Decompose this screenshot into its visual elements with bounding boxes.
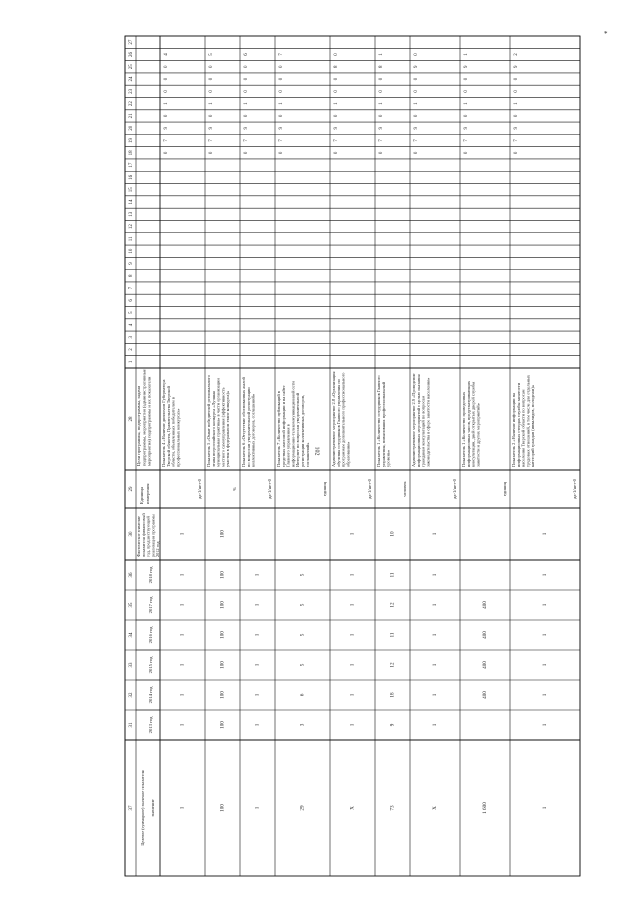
row-description: Административное мероприятие 2.8 «Организация <box>331 371 337 467</box>
code-cell: 0 <box>279 151 285 155</box>
year-value-cell: 1 <box>432 663 439 667</box>
code-cell: 2 <box>514 53 520 56</box>
row-description: занятости и других мероприятий» <box>475 403 481 467</box>
column-number: 24 <box>129 76 135 82</box>
row-description: консультации, дней открытых дверей службы <box>470 381 476 467</box>
row-description: информационных часов, предусматривающих <box>465 380 471 467</box>
year-value-cell: 1 <box>179 633 186 637</box>
code-cell: 0 <box>514 114 520 118</box>
column-number: 10 <box>129 248 135 254</box>
year-value-cell: 100 <box>219 691 226 699</box>
row-description: категорий граждан (инвалидов, молодежи)» <box>530 384 536 467</box>
year-value-cell: 100 <box>219 721 226 729</box>
goals-header: подпрограммы, мероприятия (административные <box>141 369 147 466</box>
column-number: 1 <box>129 360 135 364</box>
year-value-cell: 9 <box>389 723 396 727</box>
code-cell: 6 <box>244 53 250 56</box>
row-description: Административное мероприятие 2.9 «Проведение <box>411 373 417 467</box>
year-value-cell: 1 <box>179 573 186 577</box>
code-cell: 8 <box>379 65 385 68</box>
row-description: Показатель 1 «Количество сотрудников Главного <box>376 375 382 467</box>
row-description: обучения сотрудников Главного управления по <box>335 379 341 467</box>
year-value-cell: 1 <box>254 603 261 607</box>
row-description: Показатель 5 «Охват победителей регионального <box>206 375 212 467</box>
row-description: населения Тверской области по вопросам <box>520 389 526 467</box>
code-cell: 0 <box>209 151 215 155</box>
year-header: 2018 год <box>148 566 154 584</box>
column-number: 16 <box>129 174 135 180</box>
year-value-cell: 100 <box>219 601 226 609</box>
column-number: 5 <box>129 311 135 314</box>
code-cell: 0 <box>334 114 340 118</box>
unit-cell: человек <box>402 481 408 497</box>
code-cell: 9 <box>209 126 215 130</box>
year-value-cell: 1 <box>349 603 356 607</box>
base-year-header: реализации программы <box>150 514 156 557</box>
target-value-cell: Х <box>432 806 439 810</box>
column-number: 7 <box>129 286 135 290</box>
column-number: 2 <box>129 348 135 351</box>
code-cell: 1 <box>379 53 385 56</box>
code-cell: 9 <box>379 126 385 130</box>
code-cell: 0 <box>164 65 170 68</box>
code-cell: 7 <box>279 53 285 56</box>
target-value-cell: 1 <box>542 806 549 810</box>
column-number: 21 <box>129 113 135 119</box>
row-description: муниципальная практика» в части организации <box>215 378 221 467</box>
base-value-cell: 1 <box>349 532 356 536</box>
code-cell: 9 <box>334 126 340 130</box>
year-value-cell: 1 <box>542 603 549 607</box>
code-cell: 7 <box>164 139 170 142</box>
row-description: местного самоуправления (эффективность <box>220 387 226 467</box>
column-number: 34 <box>129 632 135 638</box>
base-value-cell: 1 <box>432 532 439 536</box>
code-cell: 7 <box>279 139 285 142</box>
column-number: 37 <box>129 805 135 811</box>
code-cell: 1 <box>464 53 470 56</box>
code-cell: 7 <box>379 139 385 142</box>
code-cell: 7 <box>334 139 340 142</box>
column-number: 8 <box>129 274 135 278</box>
code-cell: 7 <box>514 139 520 142</box>
code-cell: 9 <box>514 126 520 130</box>
row-description: области, объявленных победителям в <box>170 397 176 467</box>
code-cell: 0 <box>209 114 215 118</box>
year-value-cell: 5 <box>299 663 306 667</box>
code-cell: 1 <box>334 102 340 105</box>
column-number: 33 <box>129 662 135 668</box>
row-description: трудовых отношений, в том числе для отдельных <box>525 374 531 467</box>
year-value-cell: 3 <box>299 723 306 727</box>
unit-cell: % <box>232 487 238 491</box>
row-description: Показатель 2 «Наличие информации на <box>511 393 517 467</box>
year-value-cell: 1 <box>254 573 261 577</box>
row-description: по вопросам уведомительной регистрации <box>245 387 251 467</box>
row-description: регистрации коллективных договоров, <box>300 394 306 467</box>
base-year-header: год, предшествующий <box>145 516 151 557</box>
code-cell: 9 <box>464 65 470 68</box>
code-cell: 0 <box>244 77 250 81</box>
code-cell: 0 <box>244 90 250 93</box>
unit-cell: да-1/нет-0 <box>367 479 373 499</box>
year-value-cell: 5 <box>299 633 306 637</box>
year-value-cell: 12 <box>389 662 396 668</box>
unit-cell: единиц <box>502 481 508 497</box>
column-number: 25 <box>129 64 135 70</box>
unit-header: измерения <box>145 483 151 504</box>
code-cell: 0 <box>244 114 250 118</box>
code-cell: 9 <box>164 126 170 130</box>
year-value-cell: 11 <box>389 632 396 638</box>
code-cell: 0 <box>414 77 420 81</box>
code-cell: 0 <box>464 114 470 118</box>
code-cell: 0 <box>279 65 285 68</box>
code-cell: 0 <box>279 90 285 93</box>
row-description: информационно-телекоммуникационной сети <box>290 381 296 467</box>
code-cell: 0 <box>414 114 420 118</box>
code-cell: 0 <box>164 90 170 93</box>
code-cell: 1 <box>244 102 250 105</box>
year-value-cell: 1 <box>254 723 261 727</box>
row-description: Тверской области, Правительства Тверской <box>165 386 171 467</box>
year-value-cell: 1 <box>349 693 356 697</box>
target-header: Целевое (суммарное) значение показателя <box>139 770 145 846</box>
year-value-cell: 5 <box>299 573 306 577</box>
goals-header: Цели программы, подпрограммы, задачи <box>136 386 142 466</box>
unit-cell: да-1/нет-0 <box>267 479 273 499</box>
row-description: Показатель 4 «Наличие дипломов Губернатора <box>161 379 167 467</box>
code-cell: 5 <box>209 53 215 56</box>
row-description: информационных стендах службы занятости <box>515 382 521 467</box>
code-cell: 1 <box>414 102 420 105</box>
base-year-header: Фактическое значение <box>135 516 141 557</box>
column-number: 35 <box>129 602 135 608</box>
row-description: образования» <box>345 441 351 467</box>
base-value-cell: 10 <box>389 531 396 537</box>
year-value-cell: 400 <box>482 691 489 699</box>
column-number: 18 <box>129 150 135 156</box>
code-cell: 9 <box>514 65 520 68</box>
year-value-cell: 6 <box>299 693 306 697</box>
column-number: 20 <box>129 125 135 131</box>
year-value-cell: 1 <box>542 693 549 697</box>
column-number: 9 <box>129 262 135 265</box>
row-description: коллективных договоров, соглашений» <box>250 393 256 467</box>
column-number: 15 <box>129 187 135 193</box>
year-value-cell: 1 <box>254 663 261 667</box>
year-value-cell: 5 <box>299 603 306 607</box>
year-value-cell: 1 <box>349 633 356 637</box>
base-value-cell: 1 <box>179 532 186 536</box>
code-cell: 0 <box>464 90 470 93</box>
year-header: 2014 год <box>148 686 154 704</box>
code-cell: 0 <box>379 77 385 81</box>
year-value-cell: 100 <box>219 661 226 669</box>
code-cell: 4 <box>164 53 170 56</box>
year-value-cell: 1 <box>349 663 356 667</box>
column-number: 11 <box>129 236 135 242</box>
column-number: 4 <box>129 323 135 327</box>
year-value-cell: 1 <box>254 693 261 697</box>
row-description: этапа всероссийского конкурса «Лучшая <box>210 390 216 467</box>
code-cell: 0 <box>379 151 385 155</box>
code-cell: 1 <box>279 102 285 105</box>
code-cell: 7 <box>244 139 250 142</box>
row-description: Показатель 6 «Отсутствие обоснованных жалоб <box>241 377 247 467</box>
unit-cell: да-1/нет-0 <box>452 479 458 499</box>
target-value-cell: 1 <box>254 806 261 810</box>
year-value-cell: 1 <box>179 603 186 607</box>
year-value-cell: 1 <box>349 573 356 577</box>
year-value-cell: 1 <box>542 573 549 577</box>
unit-cell: единиц <box>322 481 328 497</box>
row-description: программам дополнительного профессионального <box>340 372 346 467</box>
year-value-cell: 11 <box>389 572 396 578</box>
column-number: 30 <box>129 531 135 537</box>
code-cell: 0 <box>164 77 170 81</box>
code-cell: 9 <box>279 126 285 130</box>
year-value-cell: 1 <box>349 723 356 727</box>
code-cell: 9 <box>464 126 470 130</box>
code-cell: 0 <box>379 114 385 118</box>
column-number: 29 <box>129 486 135 492</box>
year-value-cell: 1 <box>432 723 439 727</box>
row-description: информационных мероприятий с целью оказания <box>415 374 421 467</box>
year-value-cell: 1 <box>432 603 439 607</box>
target-value-cell: 1 <box>179 806 186 810</box>
corner-mark: * <box>604 30 608 38</box>
base-year-header: 2012 год <box>155 541 161 557</box>
code-cell: 9 <box>414 65 420 68</box>
code-cell: 0 <box>464 77 470 81</box>
row-description: средствах массовой информации и на сайте <box>280 385 286 467</box>
year-value-cell: 18 <box>389 692 396 698</box>
base-year-header: показателя финансовый <box>140 513 146 557</box>
code-cell: 0 <box>414 53 420 56</box>
year-value-cell: 400 <box>482 631 489 639</box>
code-cell: 1 <box>164 102 170 105</box>
base-value-cell: 100 <box>219 530 226 538</box>
year-value-cell: 12 <box>389 602 396 608</box>
code-cell: 0 <box>279 77 285 81</box>
column-number: 14 <box>129 199 135 205</box>
column-number: 36 <box>129 572 135 578</box>
code-cell: 0 <box>164 114 170 118</box>
year-value-cell: 100 <box>219 631 226 639</box>
unit-header: Единица <box>139 486 145 504</box>
row-description: Интернет по вопросам уведомительной <box>295 392 301 467</box>
code-cell: 7 <box>464 139 470 142</box>
row-description: Показатель 1 «Количество проведенных <box>461 391 467 467</box>
year-value-cell: 1 <box>179 723 186 727</box>
column-number: 32 <box>129 692 135 698</box>
code-cell: 1 <box>514 102 520 105</box>
target-value-cell: 100 <box>219 804 226 812</box>
year-value-cell: 100 <box>219 571 226 579</box>
column-number: 31 <box>129 722 135 728</box>
code-cell: 1 <box>464 102 470 105</box>
code-cell: 0 <box>334 53 340 56</box>
target-value-cell: 29 <box>299 805 306 811</box>
year-header: 2017 год <box>148 596 154 614</box>
row-description: участия в федеральном этапе конкурса)» <box>225 390 231 467</box>
row-description: профессиональных конкурсах» <box>175 408 181 467</box>
target-value-cell: 1 600 <box>482 802 489 814</box>
code-cell: 0 <box>334 151 340 155</box>
code-cell: 0 <box>334 90 340 93</box>
unit-cell: да-1/нет-0 <box>197 479 203 499</box>
row-description: законодательства в сфере занятости населения» <box>425 377 431 467</box>
code-cell: 0 <box>464 151 470 155</box>
target-value-cell: Х <box>349 806 356 810</box>
code-cell: 7 <box>414 139 420 142</box>
row-description: соглашений» <box>304 442 310 467</box>
code-cell: 0 <box>164 151 170 155</box>
year-header: 2013 год <box>148 716 154 734</box>
year-value-cell: 400 <box>482 601 489 609</box>
year-value-cell: 1 <box>432 573 439 577</box>
year-value-cell: 400 <box>482 661 489 669</box>
page-number: 102 <box>313 446 320 456</box>
column-number: 27 <box>129 39 135 45</box>
code-cell: 0 <box>379 90 385 93</box>
row-description: Главного управления в <box>285 424 291 467</box>
code-cell: 0 <box>209 77 215 81</box>
base-value-cell: 1 <box>542 532 549 536</box>
row-description: гражданам консультаций по вопросам <box>420 395 426 467</box>
year-value-cell: 1 <box>179 693 186 697</box>
code-cell: 0 <box>209 65 215 68</box>
code-cell: 7 <box>209 139 215 142</box>
year-header: 2015 год <box>148 656 154 674</box>
column-number: 26 <box>129 51 135 57</box>
code-cell: 0 <box>244 151 250 155</box>
column-number: 23 <box>129 88 135 94</box>
code-cell: 0 <box>279 114 285 118</box>
goals-header: мероприятия) подпрограммы и их показатели <box>146 376 152 466</box>
year-value-cell: 1 <box>432 633 439 637</box>
code-cell: 9 <box>244 126 250 130</box>
row-description: уровень» <box>385 449 391 467</box>
code-cell: 0 <box>244 65 250 68</box>
column-number: 12 <box>129 224 135 230</box>
year-header: 2016 год <box>148 626 154 644</box>
code-cell: 0 <box>514 90 520 93</box>
code-cell: 0 <box>209 90 215 93</box>
target-value-cell: 73 <box>389 805 396 811</box>
column-number: 6 <box>129 299 135 302</box>
code-cell: 0 <box>514 77 520 81</box>
column-number: 3 <box>129 336 135 339</box>
column-number: 17 <box>129 162 135 168</box>
year-value-cell: 1 <box>254 633 261 637</box>
year-value-cell: 1 <box>432 693 439 697</box>
code-cell: 8 <box>334 65 340 68</box>
code-cell: 1 <box>379 102 385 105</box>
column-number: 19 <box>129 138 135 144</box>
code-cell: 9 <box>414 126 420 130</box>
year-value-cell: 1 <box>542 723 549 727</box>
code-cell: 0 <box>414 90 420 93</box>
column-number: 28 <box>129 416 135 422</box>
code-cell: 0 <box>514 151 520 155</box>
row-description: управления, повысивших профессиональный <box>380 382 386 467</box>
year-value-cell: 1 <box>542 633 549 637</box>
value-header: значение <box>150 799 156 817</box>
code-cell: 0 <box>334 77 340 81</box>
row-description: Показатель 7 «Количество публикаций в <box>276 391 282 467</box>
year-value-cell: 1 <box>542 663 549 667</box>
column-number: 22 <box>129 101 135 107</box>
year-value-cell: 1 <box>179 663 186 667</box>
code-cell: 0 <box>414 151 420 155</box>
column-number: 13 <box>129 211 135 217</box>
code-cell: 1 <box>209 102 215 105</box>
unit-cell: да-1/нет-0 <box>572 479 578 499</box>
